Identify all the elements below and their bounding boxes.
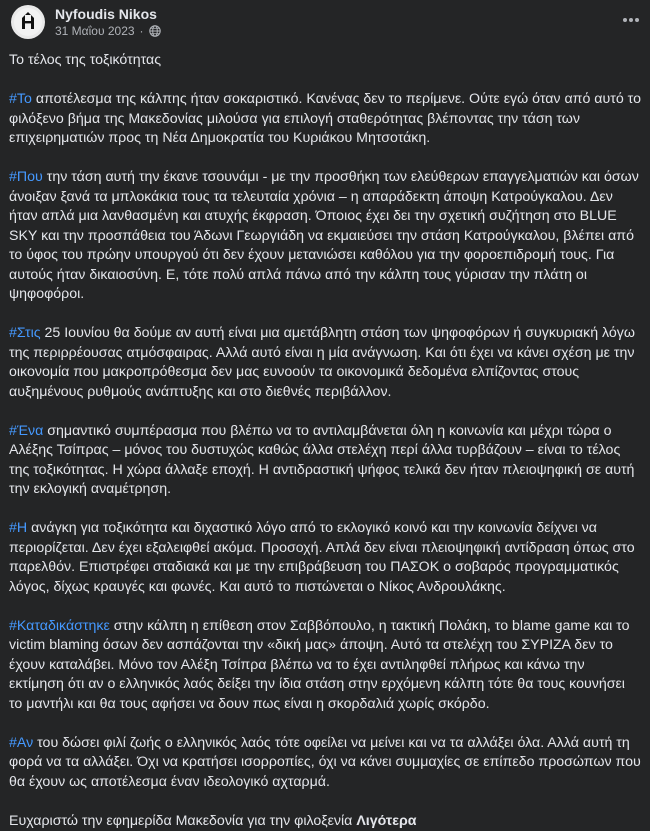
post-paragraph [9, 90, 642, 149]
meta-separator: · [140, 24, 144, 39]
author-block [55, 6, 161, 39]
hashtag-link[interactable]: #Που [9, 169, 43, 185]
post-paragraph [9, 617, 642, 715]
globe-icon [149, 25, 161, 37]
paragraph-text: στην κάλπη η επίθεση στον Σαββόπουλο, η τακτική Πολάκη, το blame game και το victim blaming όσων δεν ασπάζονται την «δική μας» άποψη. Αυτό τα στελέχη του ΣΥΡΙΖΑ δεν το έχουν καταλάβει. Μόνο τον Αλέξη Τσίπρα βλέπω να το έχει αντιληφθεί πλήρως και κάνω την εκτίμηση ότι αν ο ελληνικός λαός δείξει την ίδια στάση στην ερχόμενη κάλπη τότε θα τους κουνήσει το μαντήλι και θα τους αφήσει να δουν πως είναι η σκορδαλιά χωρίς σκόρδο. [9, 618, 630, 712]
paragraph-text: αποτέλεσμα της κάλπης ήταν σοκαριστικό. Κανένας δεν το περίμενε. Ούτε εγώ όταν από αυτό το φιλόξενο βήμα της Μακεδονίας μιλούσα για επιλογή σταθερότητας βλέποντας την τάση των επιχειρηματιών προς τη Νέα Δημοκρατία του Κυριάκου Μητσοτάκη. [9, 91, 641, 146]
post-paragraph [9, 168, 642, 305]
see-less-link[interactable]: Λιγότερα [356, 813, 416, 829]
post-meta [55, 24, 161, 39]
paragraph-text: του δώσει φιλί ζωής ο ελληνικός λαός τότε οφείλει να μείνει και να τα αλλάξει όλα. Αλλά αυτή τη φορά να τα αλλάξει. Όχι να κρατήσει ισορροπίες, όχι να κάνει συμμαχίες σε επίπεδο προσώπων που θα έχουν ως αποτέλεσμα έναν ιδεολογικό αχταρμά. [9, 735, 641, 790]
author-name[interactable]: Nyfoudis Nikos [55, 6, 161, 23]
paragraph-text: σημαντικό συμπέρασμα που βλέπω να το αντιλαμβάνεται όλη η κοινωνία και μέχρι τώρα ο Αλέξης Τσίπρας – μόνος του δυστυχώς καθώς άλλα στελέχη περί άλλα τυρβάζουν – είναι το τέλος της τοξικότητας. Η χώρα άλλαξε εποχή. Η αντιδραστική ψήφος τελικά δεν ήταν πλειοψηφική σε αυτή την εκλογική αναμέτρηση. [9, 423, 634, 498]
more-options-button[interactable] [620, 9, 642, 31]
post-header [9, 0, 642, 42]
paragraph-text: 25 Ιουνίου θα δούμε αν αυτή είναι μια αμετάβλητη στάση των ψηφοφόρων ή συγκυριακή λόγω της περιρρέουσας ατμόσφαιρας. Αλλά αυτό είναι η μία ανάγνωση. Και ότι έχει να κάνει σχέση με την οικονομία που μακροπρόθεσμα δεν μας ευνοούν τα οικονομικά δεδομένα ελπίζοντας στους αυξημένους ρυθμούς ανάπτυξης και στο διεθνές περιβάλλον. [9, 325, 635, 400]
paragraph-text: ανάγκη για τοξικότητα και διχαστικό λόγο από το εκλογικό κοινό και την κοινωνία δείχνει να περιορίζεται. Δεν έχει εξαλειφθεί ακόμα. Προσοχή. Απλά δεν είναι πλειοψηφική αντίδραση όπως στο παρελθόν. Επιστρέφει σταδιακά και με την επιβράβευση του ΠΑΣΟΚ ο σοβαρός προγραμματικός λόγος, δίχως κραυγές και φωνές. Και αυτό το πιστώνεται ο Νίκος Ανδρουλάκης. [9, 520, 635, 595]
hashtag-link[interactable]: #Η [9, 520, 27, 536]
more-horizontal-icon [622, 17, 640, 23]
author-logo-icon [13, 7, 43, 37]
paragraph-text: την τάση αυτή την έκανε τσουνάμι - με την προσθήκη των ελεύθερων επαγγελματιών και όσων άνοιξαν ξανά τα μπλοκάκια τους τα τελευταία χρόνια – η απαράδεκτη άποψη Κατρούγκαλου. Δεν ήταν απλά μια λανθασμένη και ατυχής έκφραση. Όποιος έχει δει την σχετική συζήτηση στο BLUE SKY και την προσπάθεια του Άδωνι Γεωργιάδη να εκμαιεύσει την στάση Κατρούγκαλου, βλέπει από το ύφος του πρώην υπουργού ότι δεν έχουν μετανιώσει καθόλου για την φοροεπιδρομή τους. Για αυτούς ήταν δικαιοσύνη. Ε, τότε πολύ απλά πάνω από την κάλπη τους γύρισαν την πλάτη οι ψηφοφόροι. [9, 169, 639, 302]
hashtag-link[interactable]: #Στις [9, 325, 41, 341]
post-paragraph [9, 734, 642, 793]
hashtag-link[interactable]: #Το [9, 91, 32, 107]
post-paragraph [9, 519, 642, 597]
post-title: Το τέλος της τοξικότητας [9, 51, 642, 71]
closing-text: Ευχαριστώ την εφημερίδα Μακεδονία για την φιλοξενία [9, 813, 356, 829]
avatar[interactable] [11, 5, 45, 39]
post-paragraph [9, 422, 642, 500]
hashtag-link[interactable]: #Καταδικάστηκε [9, 618, 110, 634]
closing-line [9, 812, 642, 831]
hashtag-link[interactable]: #Ένα [9, 423, 43, 439]
post-date[interactable]: 31 Μαΐου 2023 [55, 24, 135, 39]
post-body [9, 51, 642, 831]
hashtag-link[interactable]: #Αν [9, 735, 33, 751]
post-paragraph [9, 324, 642, 402]
